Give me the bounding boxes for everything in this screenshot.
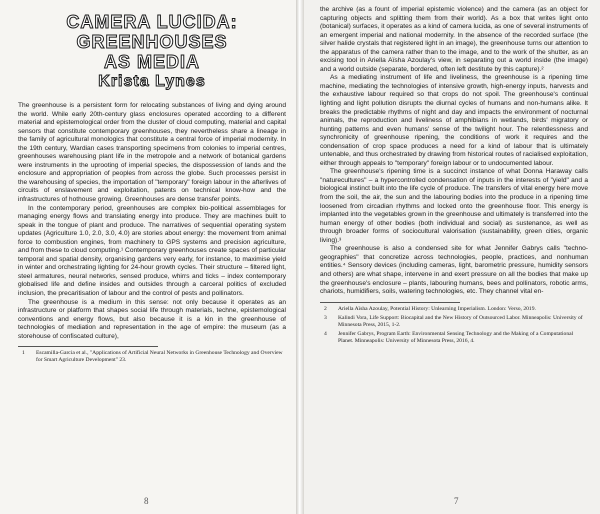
footnote-text: Jennifer Gabrys, Program Earth: Environmental Sensing Technology and the Making of a Computational Planet. Minneapolis: University of Minnesota Press, 2016, 4. xyxy=(338,330,574,344)
chapter-title xyxy=(18,12,286,92)
footnote xyxy=(320,315,588,329)
footnote-number: 3 xyxy=(324,314,327,321)
footnote-text: Kalindi Vora, Life Support: Biocapital and the New History of Outsourced Labor. Minneapolis: University of Minnesota Press, 2015, 1-2. xyxy=(338,314,583,328)
title-line-2: GREENHOUSES xyxy=(76,32,228,52)
title-line-1: CAMERA LUCIDA: xyxy=(66,12,238,32)
right-page xyxy=(304,0,600,514)
author-name: Krista Lynes xyxy=(98,73,206,90)
left-body-text xyxy=(18,102,286,341)
paragraph: The greenhouse is a medium in this sense: not only because it operates as an infrastructure or platform that shapes social life through materials, techne, epistemological conventions and energy flows, but also because it is a kin in the greenhouse of technologies of mediation and representation in the age of empire: the museum (as a storehouse of confiscated culture), xyxy=(18,298,286,340)
footnote-divider xyxy=(320,302,460,303)
paragraph: The greenhouse's ripening time is a succinct instance of what Donna Haraway calls "naturecultures" – a hypercontrolled condensation of inputs in the interests of "yield" and a biological instinct built into the life cycle of produce. The transfers of vital energy here move from the soil, the air, the sun and the labouring bodies into the produce in a ripening time loosened from circadian rhythms and locked onto the greenhouse floor. This energy is implanted into the vegetables grown in the greenhouse and ultimately is transferred into the human energy of other bodies (both individual and social) as sustenance, as well as through broader forms of sociocultural valorisation (sustainability, green cities, organic living).³ xyxy=(320,168,588,244)
footnote-text: Ariella Aïsha Azoulay, Potential History: Unlearning Imperialism. London: Verso, 2019. xyxy=(338,305,536,312)
paragraph: The greenhouse is also a condensed site for what Jennifer Gabrys calls "techno-geographies" that concretize across technologies, people, practices, and nonhuman entities.⁴ Sensory devices (including cameras, light, barometric pressure, humidity sensors and others) are what shape, intervene in and exert pressure on all the bodies that make up the greenhouse's enclosure – plants, labouring humans, bees and pollinators, robotic arms, chariots, humidifiers, soils, watering technologies, etc. They channel vital en- xyxy=(320,245,588,296)
footnote-number: 1 xyxy=(22,350,25,357)
footnote xyxy=(320,306,588,313)
left-page xyxy=(0,0,296,514)
footnote xyxy=(320,331,588,345)
footnote-number: 2 xyxy=(324,305,327,312)
paragraph: The greenhouse is a persistent form for relocating substances of living and dying around the world. While early 20th-century glass enclosures operated according to a different material and epistemological order from the cluster of cloud computing, material and capital sensors that constitute contemporary greenhouses, they nevertheless share a lineage in the family of agricultural monologics that constitute a central force of imperial modernity. In the 19th century, Wardian cases transporting specimens from colonies to imperial centres, greenhouses warehousing plant life in the metropole and a network of botanical gardens were instruments in the uprooting of imperial species, the dispossession of lands and the enclosure and appropriation of peoples from across the globe. Such processes persist in the warehousing of species, the importation of "temporary" foreign labour in the afterlives of circuits of enslavement and exploitation, patents on technical know-how and the infrastructures of hothouse growing. Greenhouses are dense transfer points. xyxy=(18,102,286,204)
footnote-text: Escamilla-Garcia et al., "Applications of Artificial Neural Networks in Greenhouse Technology and Overview for Smart Agriculture Development" 23. xyxy=(36,350,283,364)
footnote xyxy=(18,350,286,364)
book-gutter xyxy=(296,0,304,514)
right-body-text xyxy=(320,6,588,297)
title-line-3: AS MEDIA xyxy=(103,52,200,72)
footnote-number: 4 xyxy=(324,330,327,337)
paragraph: As a mediating instrument of life and liveliness, the greenhouse is a ripening time machine, mediating the technologies of intensive growth, high-energy inputs, harvests and the exhaustive labour required so that crops do not spoil. The greenhouse's continual lighting and light pollution disrupts the diurnal cycles of humans and non-humans alike. It breaks the predictable rhythms of night and day and impacts the environment of nocturnal animals, the reproduction and liveliness of amphibians in wetlands, birds' migratory or hunting patterns and even humans' sense of the twilight hour. The relentlessness and synchronicity of greenhouse ripening, the conditions of work it requires and the condensation of crop space produces a need for a kind of labour that is ultimately untenable, and thus orchestrated by drawing from historical routes of racialised exploitation, either through appeals to "temporary" foreign labour or to undocumented labour. xyxy=(320,74,588,167)
paragraph: the archive (as a fount of imperial epistemic violence) and the camera (as an object for capturing objects and splitting them from their world). As a box that writes light onto (botanical) surfaces, it operates as a kind of camera lucida, as one of several instruments of an emergent imperial and national modernity. In the absence of the recorded surface (the silver halide crystals that registered light in an image), the greenhouse turns our attention to the apparatus of the camera rather than to the image, and to the work of the shutter, as an excising tool in Ariella Aïsha Azoulay's view, in separating out a world inside (the image) and a world outside (separate, bordered, often left destitute by this capture).² xyxy=(320,6,588,73)
footnote-divider xyxy=(18,346,158,347)
page-number: 8 xyxy=(144,496,149,506)
page-number: 7 xyxy=(454,496,459,506)
paragraph: In the contemporary period, greenhouses are complex bio-political assemblages for managing energy flows and translating energy into produce. They are machines built to speak in the tongue of plant and produce. The narratives of sequential operating system updates (Agriculture 1.0, 2.0, 3.0, 4.0) are stories about energy: the movement from animal force to combustion engines, from machinery to GPS systems and precision agriculture, and from these to cloud computing.¹ Contemporary greenhouses create spaces of particular temporal and spatial density, organising gardens very early, for instance, to maximise yield in winter and orchestrating lighting for 24-hour growth cycles. Their structure – filtered light, steel armatures, neural networks, sensed produce, whirrs and ticks – index contemporary globalised life and define insides and outsides through a carceral politics of excluded inclusion, the precaritisation of labour and the control of pests and pollinators. xyxy=(18,204,286,298)
